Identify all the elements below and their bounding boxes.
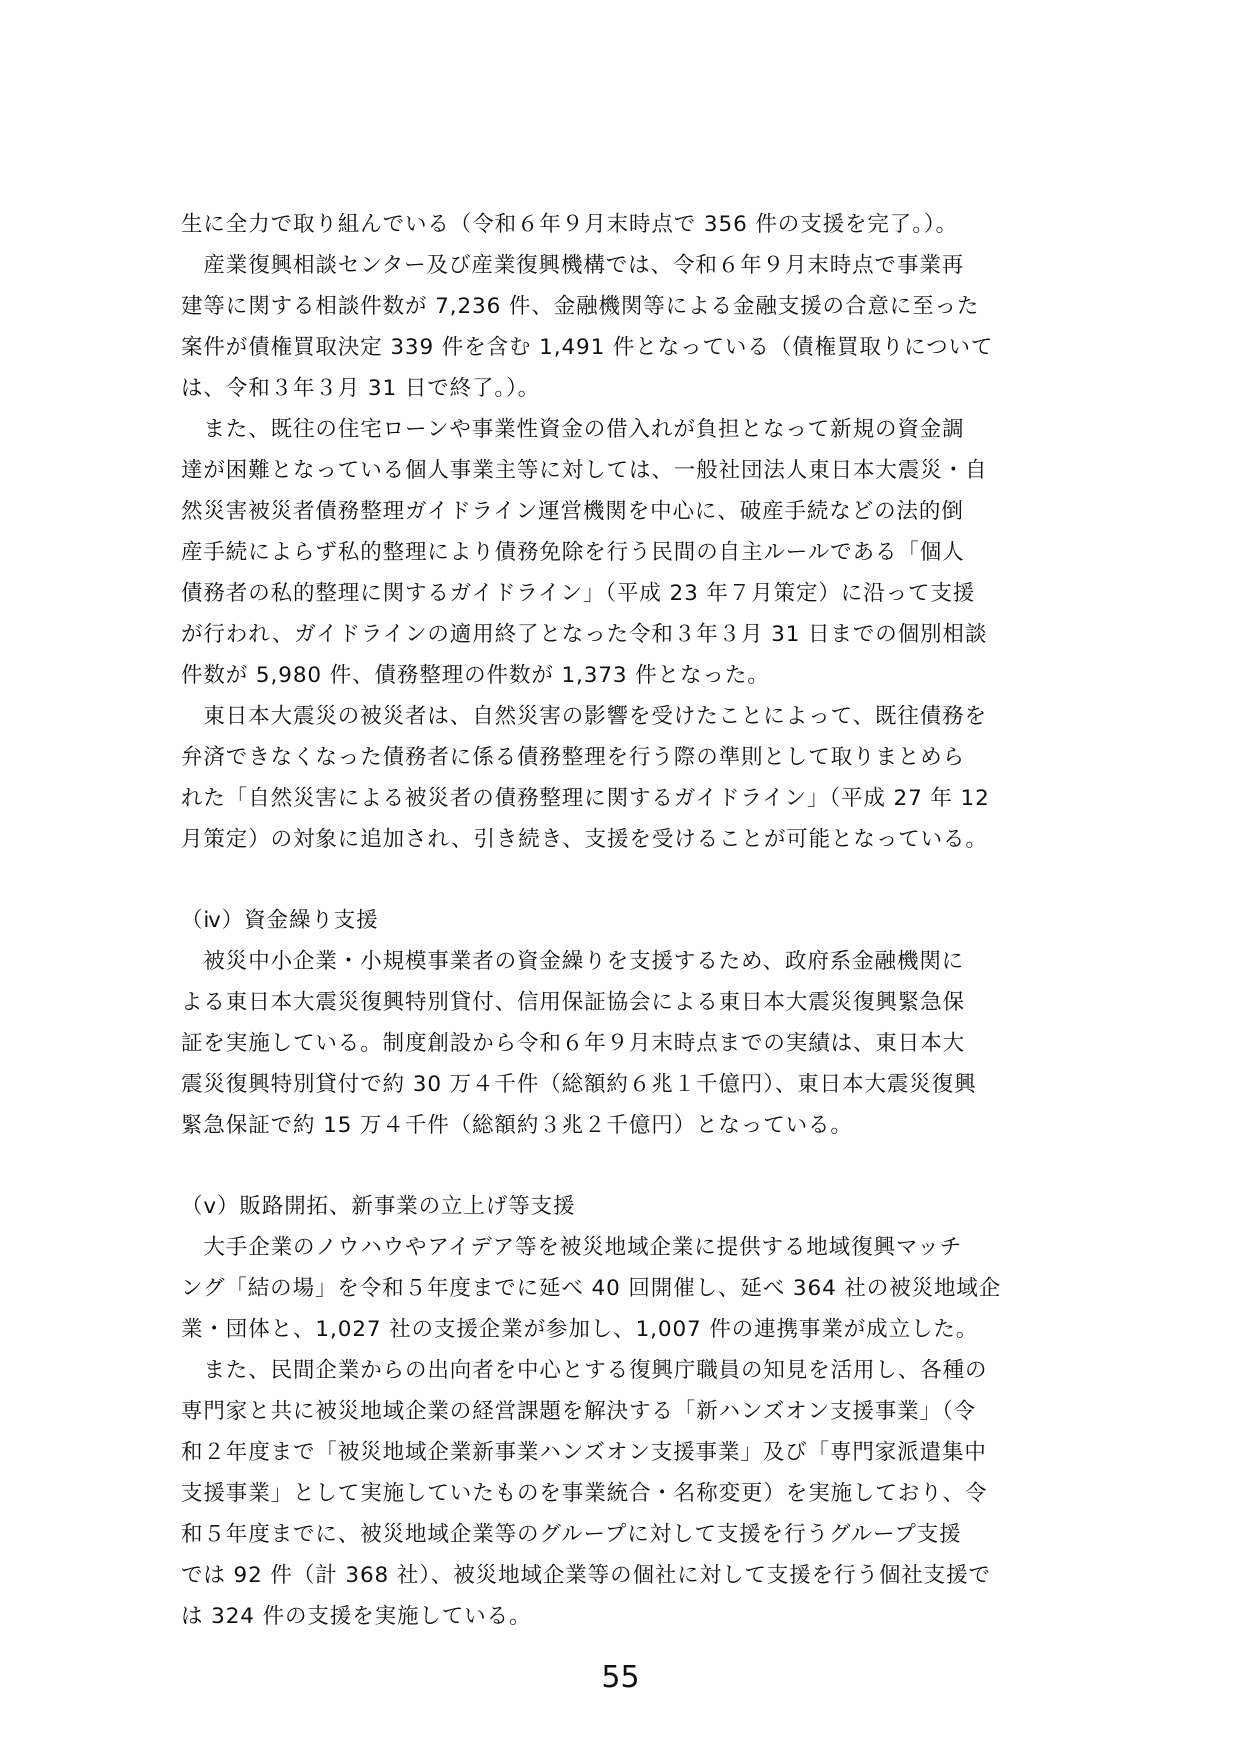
text-line: が行われ、ガイドラインの適用終了となった令和３年３月 31 日までの個別相談 — [181, 622, 988, 647]
text-line: また、既往の住宅ローンや事業性資金の借入れが負担となって新規の資金調 — [181, 417, 965, 442]
text-line: 件数が 5,980 件、債務整理の件数が 1,373 件となった。 — [181, 663, 770, 688]
text-line: 被災中小企業・小規模事業者の資金繰りを支援するため、政府系金融機関に — [181, 949, 965, 974]
intro-paragraph — [181, 204, 1061, 245]
guideline-paragraph — [181, 409, 1061, 696]
text-line: 月策定）の対象に追加され、引き続き、支援を受けることが可能となっている。 — [181, 827, 988, 852]
page-number: 55 — [601, 1660, 640, 1695]
section-v — [181, 1186, 1061, 1350]
text-line: 大手企業のノウハウやアイデア等を被災地域企業に提供する地域復興マッチ — [181, 1235, 963, 1260]
text-line: 和５年度までに、被災地域企業等のグループに対して支援を行うグループ支援 — [181, 1522, 962, 1547]
text-line: 建等に関する相談件数が 7,236 件、金融機関等による金融支援の合意に至った — [181, 294, 980, 319]
text-line: 生に全力で取り組んでいる（令和６年９月末時点で 356 件の支援を完了。）。 — [181, 212, 958, 237]
text-line: 震災復興特別貸付で約 30 万４千件（総額約６兆１千億円）、東日本大震災復興 — [181, 1072, 977, 1097]
text-line: 証を実施している。制度創設から令和６年９月末時点までの実績は、東日本大 — [181, 1031, 966, 1056]
section-spacer — [181, 1146, 1061, 1186]
text-line: は、令和３年３月 31 日で終了。）。 — [181, 376, 541, 401]
text-line: 然災害被災者債務整理ガイドライン運営機関を中心に、破産手続などの法的倒 — [181, 499, 964, 524]
section-iv — [181, 900, 1061, 1146]
text-line: よる東日本大震災復興特別貸付、信用保証協会による東日本大震災復興緊急保 — [181, 990, 966, 1015]
disaster-guideline-paragraph — [181, 696, 1061, 860]
consultation-paragraph — [181, 245, 1061, 409]
page-body — [181, 204, 1061, 1637]
text-line: 産業復興相談センター及び産業復興機構では、令和６年９月末時点で事業再 — [181, 253, 965, 278]
text-line: また、民間企業からの出向者を中心とする復興庁職員の知見を活用し、各種の — [181, 1358, 988, 1383]
text-line: 達が困難となっている個人事業主等に対しては、一般社団法人東日本大震災・自 — [181, 458, 988, 483]
text-line: 案件が債権買取決定 339 件を含む 1,491 件となっている（債権買取りについて — [181, 335, 994, 360]
text-line: 和２年度まで「被災地域企業新事業ハンズオン支援事業」及び「専門家派遣集中 — [181, 1440, 987, 1465]
text-line: れた「自然災害による被災者の債務整理に関するガイドライン」（平成 27 年 12 — [181, 786, 990, 811]
text-line: では 92 件（計 368 社）、被災地域企業等の個社に対して支援を行う個社支援で — [181, 1563, 991, 1588]
handson-paragraph — [181, 1350, 1061, 1637]
text-line: 支援事業」として実施していたものを事業統合・名称変更）を実施しており、令 — [181, 1481, 988, 1506]
section-v-heading: （ⅴ）販路開拓、新事業の立上げ等支援 — [181, 1194, 576, 1219]
text-line: 緊急保証で約 15 万４千件（総額約３兆２千億円）となっている。 — [181, 1113, 853, 1138]
text-line: 産手続によらず私的整理により債務免除を行う民間の自主ルールである「個人 — [181, 540, 965, 565]
text-line: は 324 件の支援を実施している。 — [181, 1604, 532, 1629]
section-iv-heading: （ⅳ）資金繰り支援 — [181, 908, 379, 933]
text-line: 専門家と共に被災地域企業の経営課題を解決する「新ハンズオン支援事業」（令 — [181, 1399, 977, 1424]
text-line: 業・団体と、1,027 社の支援企業が参加し、1,007 件の連携事業が成立した。 — [181, 1317, 979, 1342]
text-line: 弁済できなくなった債務者に係る債務整理を行う際の準則として取りまとめら — [181, 745, 966, 770]
text-line: 債務者の私的整理に関するガイドライン」（平成 23 年７月策定）に沿って支援 — [181, 581, 976, 606]
text-line: ング「結の場」を令和５年度までに延べ 40 回開催し、延べ 364 社の被災地域企 — [181, 1276, 1002, 1301]
text-line: 東日本大震災の被災者は、自然災害の影響を受けたことによって、既往債務を — [181, 704, 987, 729]
section-spacer — [181, 860, 1061, 900]
